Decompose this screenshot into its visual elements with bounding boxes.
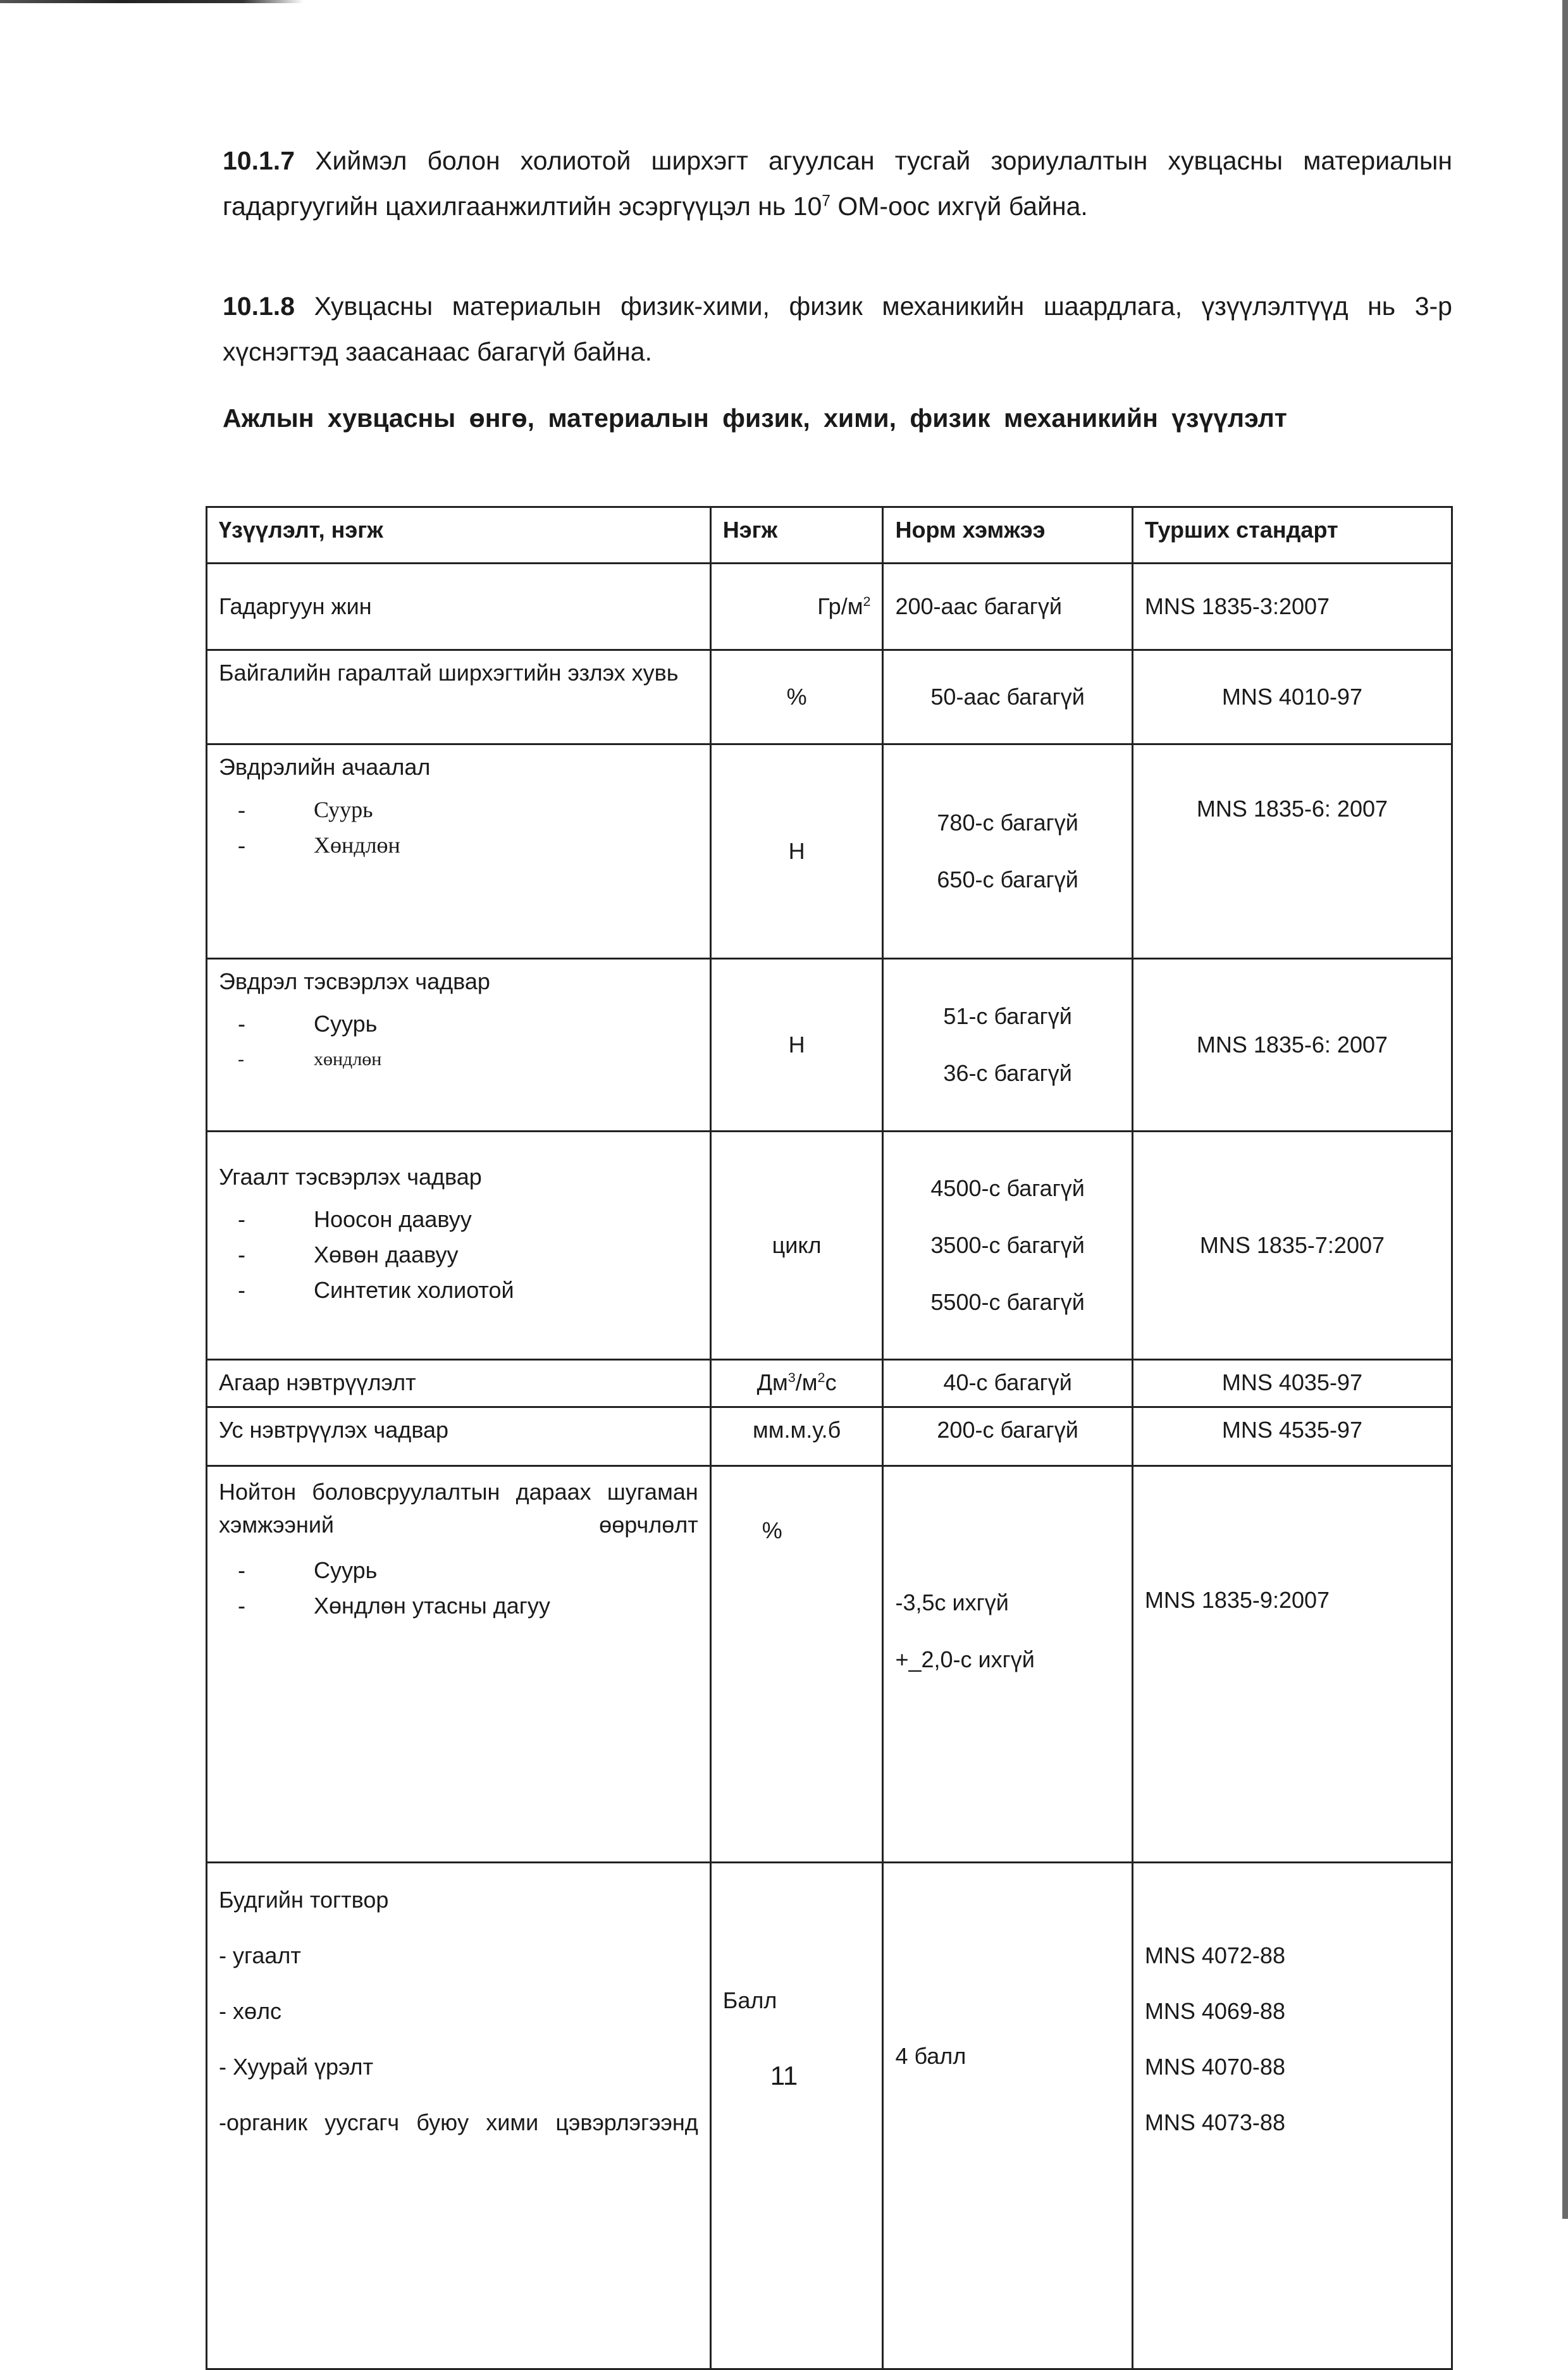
cell-standard: [1132, 959, 1452, 1132]
sub-item: - Хуурай үрэлт: [219, 2054, 374, 2080]
table-row: [207, 1466, 1452, 1863]
sub-item-list: [219, 1006, 698, 1077]
norm-text: 3500-с багагүй: [930, 1232, 1085, 1258]
standard-text: MNS 1835-6: 2007: [1196, 796, 1388, 822]
sub-item-text: Хөвөн даавуу: [314, 1242, 459, 1268]
indicator-text: Будгийн тогтвор: [219, 1887, 389, 1913]
sub-item: [238, 1042, 698, 1077]
unit-sup: 2: [863, 593, 871, 609]
standard-text: MNS 1835-7:2007: [1199, 1232, 1385, 1258]
cell-standard: [1132, 650, 1452, 744]
table-header-row: [207, 507, 1452, 564]
sub-item: [238, 1237, 698, 1273]
paragraph-number: 10.1.8: [223, 292, 295, 321]
unit-text: Дм: [756, 1369, 788, 1395]
cell-unit: [710, 1360, 883, 1407]
standard-text: MNS 4010-97: [1221, 684, 1362, 710]
cell-standard: [1132, 1863, 1452, 2369]
sub-item: - угаалт: [219, 1942, 301, 1968]
sub-item-text: Суурь: [314, 797, 373, 822]
cell-standard: [1132, 1132, 1452, 1360]
paragraph-text: Хувцасны материалын физик-хими, физик механикийн шаардлага, үзүүлэлтүүд нь 3-р хүснэгтэд заасанаас багагүй байна.: [223, 292, 1452, 366]
unit-text: мм.м.у.б: [752, 1417, 841, 1443]
cell-indicator: [207, 1863, 711, 2369]
cell-standard: [1132, 744, 1452, 959]
norm-text: -3,5с ихгүй: [895, 1589, 1009, 1615]
sub-item: [238, 1553, 698, 1588]
unit-sup: 3: [787, 1369, 796, 1385]
norm-text: 650-с багагүй: [937, 867, 1078, 892]
unit-text: Гр/м: [817, 593, 863, 619]
cell-norm: [883, 1132, 1132, 1360]
cell-unit: [710, 564, 883, 650]
sub-item-list: [219, 1553, 698, 1624]
bullet-dash: -: [238, 832, 245, 858]
cell-standard: [1132, 564, 1452, 650]
cell-unit: [710, 1132, 883, 1360]
unit-text: /м: [795, 1369, 818, 1395]
cell-indicator: [207, 564, 711, 650]
cell-unit: [710, 1466, 883, 1863]
table-row: [207, 1407, 1452, 1466]
sub-item: [238, 1202, 698, 1237]
cell-indicator: [207, 1466, 711, 1863]
sub-item: [238, 1273, 698, 1308]
unit-text: %: [786, 684, 807, 710]
norm-text: 200-с багагүй: [937, 1417, 1078, 1443]
paragraph-number: 10.1.7: [223, 146, 295, 175]
unit-text: цикл: [772, 1232, 822, 1258]
standard-text: MNS 4070-88: [1144, 2054, 1285, 2080]
standard-text: MNS 1835-6: 2007: [1196, 1032, 1388, 1058]
cell-norm: [883, 1863, 1132, 2369]
indicator-text: Байгалийн гаралтай ширхэгтийн эзлэх хувь: [219, 660, 679, 686]
scan-edge-right: [1562, 0, 1568, 2219]
paragraph-10-1-7: [223, 138, 1452, 229]
sub-item: [238, 1588, 698, 1624]
header-indicator: Үзүүлэлт, нэгж: [207, 507, 711, 564]
norm-text: 780-с багагүй: [937, 810, 1078, 836]
cell-indicator: [207, 650, 711, 744]
cell-indicator: [207, 1132, 711, 1360]
cell-indicator: [207, 1360, 711, 1407]
norm-text: 40-с багагүй: [943, 1369, 1072, 1395]
table-row: [207, 1132, 1452, 1360]
standard-text: MNS 4535-97: [1221, 1417, 1362, 1443]
sub-item-list: [219, 792, 698, 863]
cell-standard: [1132, 1466, 1452, 1863]
table-title: Ажлын хувцасны өнгө, материалын физик, хими, физик механикийн үзүүлэлт: [223, 404, 1287, 433]
cell-norm: [883, 1360, 1132, 1407]
paragraph-text: Хиймэл болон холиотой ширхэгт агуулсан тусгай зориулалтын хувцасны материалын гадаргуугийн цахилгаанжилтийн эсэргүүцэл нь 10: [223, 146, 1452, 221]
norm-text: 5500-с багагүй: [930, 1289, 1085, 1315]
norm-text: +_2,0-с ихгүй: [895, 1646, 1035, 1672]
bullet-dash: -: [238, 1557, 245, 1583]
sub-item-text: Суурь: [314, 1011, 378, 1037]
bullet-dash: -: [238, 1049, 244, 1070]
sub-item: - хөлс: [219, 1998, 282, 2024]
sub-item-text: Хөндлөн: [314, 832, 400, 858]
norm-text: 36-с багагүй: [943, 1060, 1072, 1086]
unit-sup: 2: [817, 1369, 825, 1385]
cell-norm: [883, 1407, 1132, 1466]
unit-text: %: [762, 1517, 782, 1543]
sub-item-text: Суурь: [314, 1557, 378, 1583]
cell-standard: [1132, 1407, 1452, 1466]
norm-text: 4500-с багагүй: [930, 1175, 1085, 1201]
norm-text: 50-аас багагүй: [930, 684, 1085, 710]
cell-unit: [710, 650, 883, 744]
bullet-dash: -: [238, 1206, 245, 1232]
cell-norm: [883, 1466, 1132, 1863]
sub-item-text: Синтетик холиотой: [314, 1277, 514, 1303]
header-norm: Норм хэмжээ: [883, 507, 1132, 564]
unit-text: Н: [788, 1032, 805, 1058]
bullet-dash: -: [238, 1011, 245, 1037]
standard-text: MNS 4072-88: [1144, 1942, 1285, 1968]
header-standard: Турших стандарт: [1132, 507, 1452, 564]
bullet-dash: -: [238, 797, 245, 822]
sub-item: [238, 827, 698, 863]
bullet-dash: -: [238, 1593, 245, 1619]
cell-indicator: [207, 959, 711, 1132]
indicator-text: Нойтон боловсруулалтын дараах шугаман хэмжээний өөрчлөлт: [219, 1479, 698, 1538]
table-row: [207, 1360, 1452, 1407]
table-row: [207, 744, 1452, 959]
unit-text: Н: [788, 838, 805, 864]
indicator-text: Агаар нэвтрүүлэлт: [219, 1369, 416, 1395]
superscript: 7: [822, 192, 830, 210]
page-number: 11: [770, 2061, 798, 2090]
standard-text: MNS 4069-88: [1144, 1998, 1285, 2024]
header-unit: Нэгж: [710, 507, 883, 564]
table-row: [207, 959, 1452, 1132]
table-row: [207, 650, 1452, 744]
cell-unit: [710, 1863, 883, 2369]
indicator-text: Ус нэвтрүүлэх чадвар: [219, 1417, 449, 1443]
sub-item-text: хөндлөн: [314, 1049, 382, 1070]
cell-indicator: [207, 744, 711, 959]
sub-item: [238, 792, 698, 827]
indicator-text: Эвдрэл тэсвэрлэх чадвар: [219, 968, 490, 994]
cell-indicator: [207, 1407, 711, 1466]
sub-item-list: [219, 1202, 698, 1308]
table-row: [207, 564, 1452, 650]
paragraph-text-end: ОМ-оос ихгүй байна.: [830, 192, 1088, 221]
standard-text: MNS 4035-97: [1221, 1369, 1362, 1395]
cell-norm: [883, 744, 1132, 959]
cell-unit: [710, 744, 883, 959]
standard-text: MNS 4073-88: [1144, 2109, 1285, 2135]
indicator-text: Гадаргуун жин: [219, 593, 372, 619]
scan-edge-top: [0, 0, 304, 3]
cell-norm: [883, 959, 1132, 1132]
standard-text: MNS 1835-3:2007: [1144, 593, 1330, 619]
indicator-text: Эвдрэлийн ачаалал: [219, 754, 431, 780]
sub-item: -органик уусгагч буюу хими цэвэрлэгээнд: [219, 2109, 698, 2135]
bullet-dash: -: [238, 1242, 245, 1268]
unit-text: Балл: [722, 1987, 777, 2013]
cell-unit: [710, 959, 883, 1132]
table-row: [207, 1863, 1452, 2369]
norm-text: 51-с багагүй: [943, 1003, 1072, 1029]
indicator-text: Угаалт тэсвэрлэх чадвар: [219, 1164, 482, 1190]
sub-item-text: Хөндлөн утасны дагуу: [314, 1593, 550, 1619]
unit-text: с: [825, 1369, 837, 1395]
cell-standard: [1132, 1360, 1452, 1407]
bullet-dash: -: [238, 1277, 245, 1303]
paragraph-10-1-8: [223, 283, 1452, 374]
cell-norm: [883, 564, 1132, 650]
standard-text: MNS 1835-9:2007: [1144, 1587, 1330, 1613]
norm-text: 4 балл: [895, 2043, 966, 2069]
sub-item: [238, 1006, 698, 1042]
sub-item-text: Ноосон даавуу: [314, 1206, 472, 1232]
cell-norm: [883, 650, 1132, 744]
norm-text: 200-аас багагүй: [895, 593, 1062, 619]
cell-unit: [710, 1407, 883, 1466]
